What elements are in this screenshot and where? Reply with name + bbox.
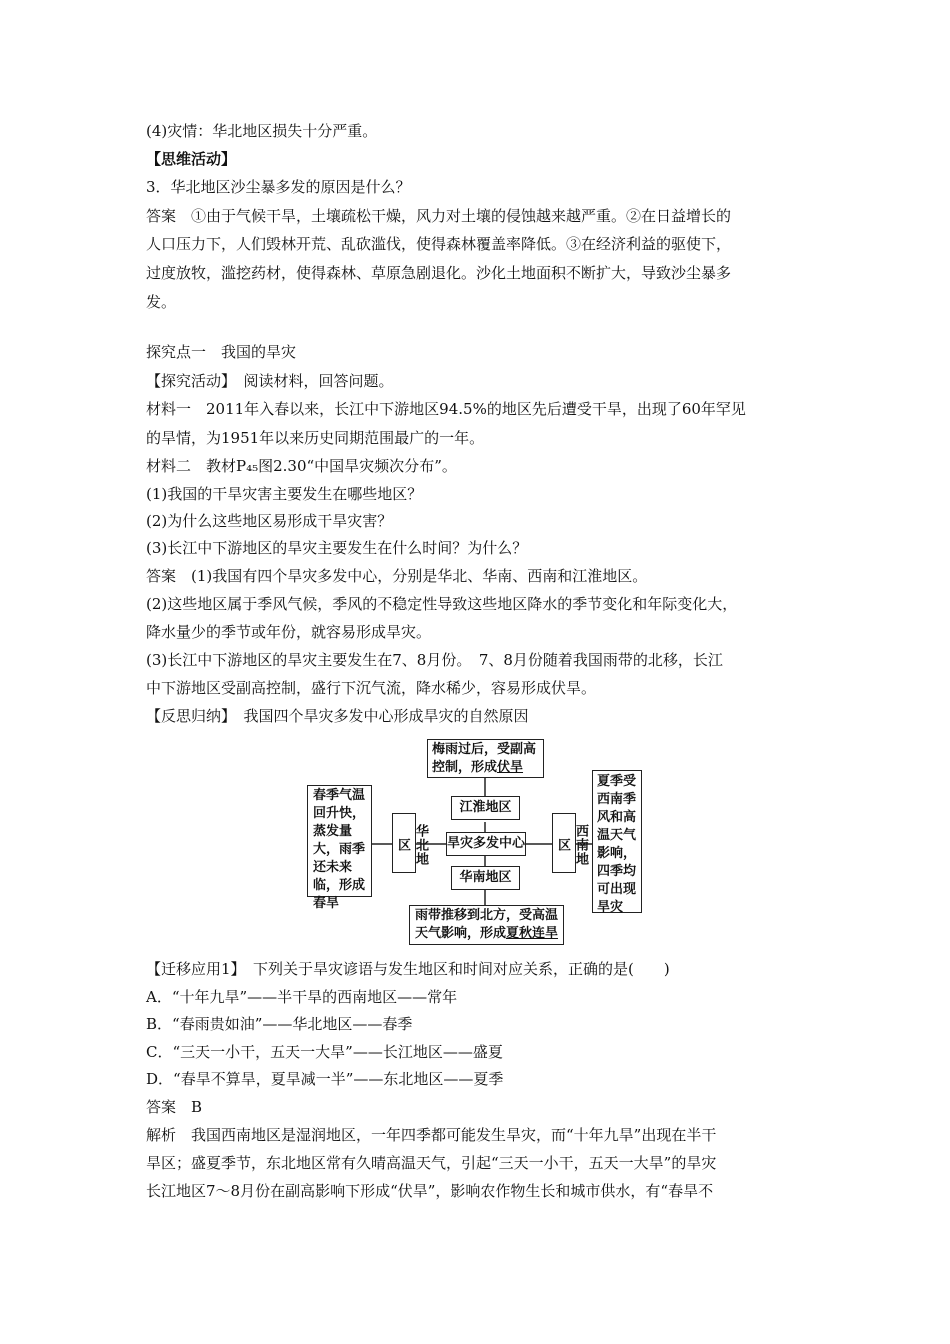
answer-part-3-line-1: (3)长江中下游地区的旱灾主要发生在7、8月份。 7、8月份随着我国雨带的北移，长江	[146, 651, 723, 669]
answer-line-2: 人口压力下，人们毁林开荒、乱砍滥伐，使得森林覆盖率降低。③在经济利益的驱使下，	[146, 235, 732, 253]
north-region-box	[392, 813, 428, 873]
southwest-region-box	[552, 813, 588, 873]
south-region-box	[451, 866, 520, 890]
answer-part-1: 答案 (1)我国有四个旱灾多发中心，分别是华北、华南、西南和江淮地区。	[146, 567, 648, 585]
text-line-disaster: (4)灾情：华北地区损失十分严重。	[146, 122, 378, 140]
material-2: 材料二 教材P₄₅图2.30“中国旱灾频次分布”。	[146, 457, 457, 475]
south-region-label: 华南地区	[459, 870, 512, 885]
south-cause-box	[409, 905, 564, 945]
option-b: B．“春雨贵如油”——华北地区——春季	[146, 1015, 413, 1033]
question-2: (2)为什么这些地区易形成干旱灾害？	[146, 512, 393, 530]
south-cause-text-2: 天气影响，形成	[414, 926, 506, 941]
center-label: 旱灾多发中心	[447, 836, 526, 851]
material-1-line-1: 材料一 2011年入春以来，长江中下游地区94.5%的地区先后遭受干旱，出现了60年罕见	[146, 400, 746, 418]
jianghuai-region-label: 江淮地区	[459, 800, 512, 815]
southwest-cause-box	[592, 770, 642, 913]
answer-part-3-line-2: 中下游地区受副高控制，盛行下沉气流，降水稀少，容易形成伏旱。	[146, 679, 597, 697]
analysis-line-2: 旱区；盛夏季节，东北地区常有久晴高温天气，引起“三天一小干，五天一大旱”的旱灾	[146, 1154, 717, 1172]
southwest-region-label: 西南地区	[555, 823, 588, 866]
north-region-label: 华北地区	[395, 823, 428, 866]
north-cause-box	[307, 785, 372, 911]
transfer-application-question: 【迁移应用1】 下列关于旱灾谚语与发生地区和时间对应关系，正确的是( )	[146, 960, 670, 978]
answer-part-2-line-1: (2)这些地区属于季风气候，季风的不稳定性导致这些地区降水的季节变化和年际变化大，	[146, 595, 738, 613]
jianghuai-cause-text-1: 梅雨过后，受副高	[432, 742, 537, 757]
jianghuai-cause-underlined: 伏旱	[497, 760, 524, 775]
southwest-cause-text: 夏季受西南季风和高温天气影响，四季均可出现旱灾	[597, 774, 637, 915]
analysis-line-1: 解析 我国西南地区是湿润地区，一年四季都可能发生旱灾，而“十年九旱”出现在半干	[146, 1126, 717, 1144]
answer-part-2-line-2: 降水量少的季节或年份，就容易形成旱灾。	[146, 623, 432, 641]
option-c: C．“三天一小干，五天一大旱”——长江地区——盛夏	[146, 1043, 503, 1061]
answer-line-1: 答案 ①由于气候干旱，土壤疏松干燥，风力对土壤的侵蚀越来越严重。②在日益增长的	[146, 207, 732, 225]
analysis-line-3: 长江地区7～8月份在副高影响下形成“伏旱”，影响农作物生长和城市供水，有“春旱不	[146, 1182, 714, 1200]
question-3b: (3)长江中下游地区的旱灾主要发生在什么时间？为什么？	[146, 539, 528, 557]
jianghuai-cause-text-2: 控制，形成	[432, 760, 498, 775]
north-cause-text: 春季气温回升快，蒸发量大，雨季还未来临，形成春旱	[313, 788, 366, 911]
question-3: 3．华北地区沙尘暴多发的原因是什么？	[146, 178, 411, 196]
material-1-line-2: 的旱情，为1951年以来历史同期范围最广的一年。	[146, 429, 485, 447]
south-cause-text-1: 雨带推移到北方，受高温	[414, 908, 558, 923]
jianghuai-cause-box	[427, 739, 544, 778]
answer-line-3: 过度放牧，滥挖药材，使得森林、草原急剧退化。沙化土地面积不断扩大，导致沙尘暴多	[146, 264, 732, 282]
center-box	[446, 832, 526, 856]
jianghuai-region-box	[451, 796, 520, 820]
section-label-thinking: 【思维活动】	[146, 150, 237, 168]
option-d: D．“春旱不算旱，夏旱减一半”——东北地区——夏季	[146, 1070, 504, 1088]
south-cause-underlined: 夏秋连旱	[506, 926, 559, 941]
question-1: (1)我国的干旱灾害主要发生在哪些地区？	[146, 485, 423, 503]
inquiry-point-title: 探究点一 我国的旱灾	[146, 343, 297, 361]
inquiry-activity-heading: 【探究活动】 阅读材料，回答问题。	[146, 372, 394, 390]
answer-line-4: 发。	[146, 293, 177, 311]
reflection-heading: 【反思归纳】 我国四个旱灾多发中心形成旱灾的自然原因	[146, 707, 529, 725]
answer-b: 答案 B	[146, 1098, 203, 1116]
option-a: A．“十年九旱”——半干旱的西南地区——常年	[146, 988, 458, 1006]
